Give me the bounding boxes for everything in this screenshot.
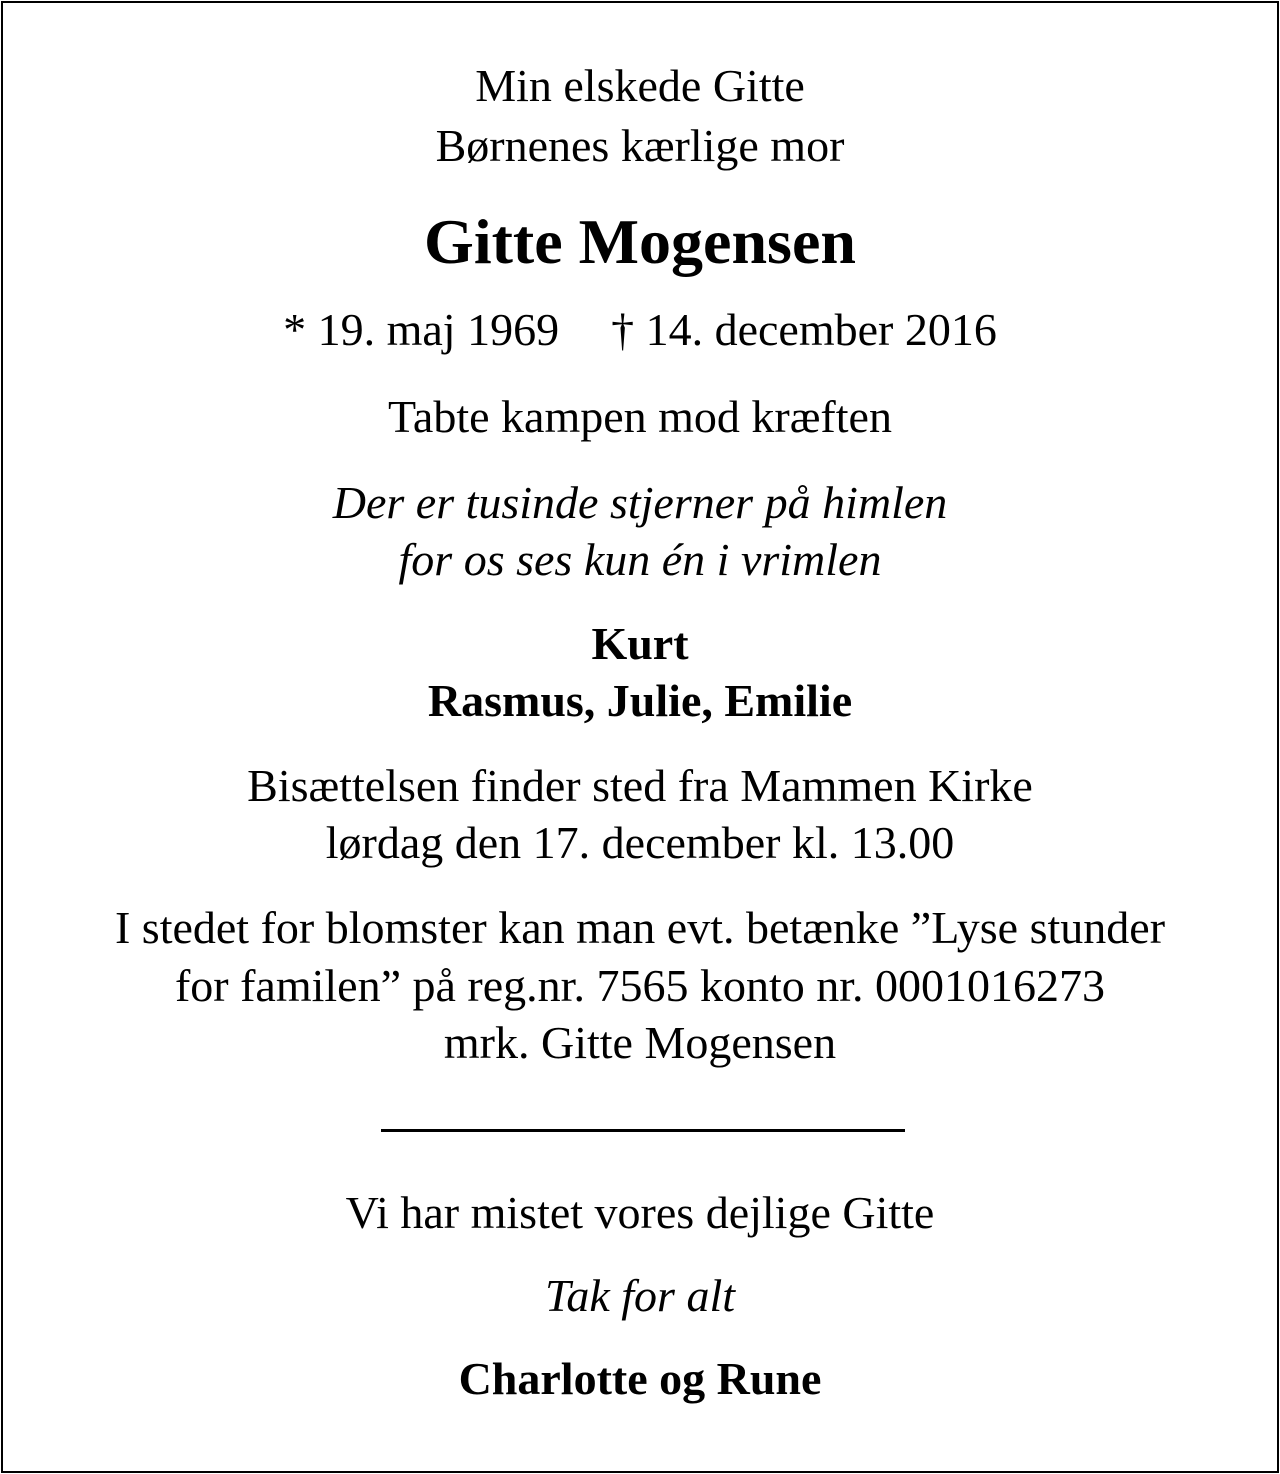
birth-date: * 19. maj 1969 — [283, 304, 560, 355]
intro-line-1: Min elskede Gitte — [475, 60, 805, 111]
divider — [381, 1129, 905, 1132]
funeral-line-1: Bisættelsen finder sted fra Mammen Kirke — [247, 760, 1033, 811]
intro-line-2: Børnenes kærlige mor — [435, 120, 845, 171]
donation-line-3: mrk. Gitte Mogensen — [443, 1017, 837, 1068]
verse-line-2: for os ses kun én i vrimlen — [398, 534, 882, 585]
deceased-name: Gitte Mogensen — [424, 206, 856, 277]
funeral-line-2: lørdag den 17. december kl. 13.00 — [325, 817, 955, 868]
second-notice-signature: Charlotte og Rune — [458, 1353, 822, 1404]
second-notice-message: Vi har mistet vores dejlige Gitte — [345, 1187, 935, 1238]
donation-line-2: for familen” på reg.nr. 7565 konto nr. 0001016273 — [174, 960, 1106, 1011]
donation-line-1: I stedet for blomster kan man evt. betænke ”Lyse stunder — [114, 902, 1166, 953]
cause-line: Tabte kampen mod kræften — [388, 391, 892, 442]
obituary-notice — [1, 1, 1279, 1473]
family-line-2: Rasmus, Julie, Emilie — [427, 675, 853, 726]
life-dates — [3, 303, 1277, 357]
death-date: † 14. december 2016 — [611, 304, 997, 355]
verse-line-1: Der er tusinde stjerner på himlen — [332, 477, 948, 528]
family-line-1: Kurt — [591, 618, 689, 669]
second-notice-thanks: Tak for alt — [544, 1270, 736, 1321]
